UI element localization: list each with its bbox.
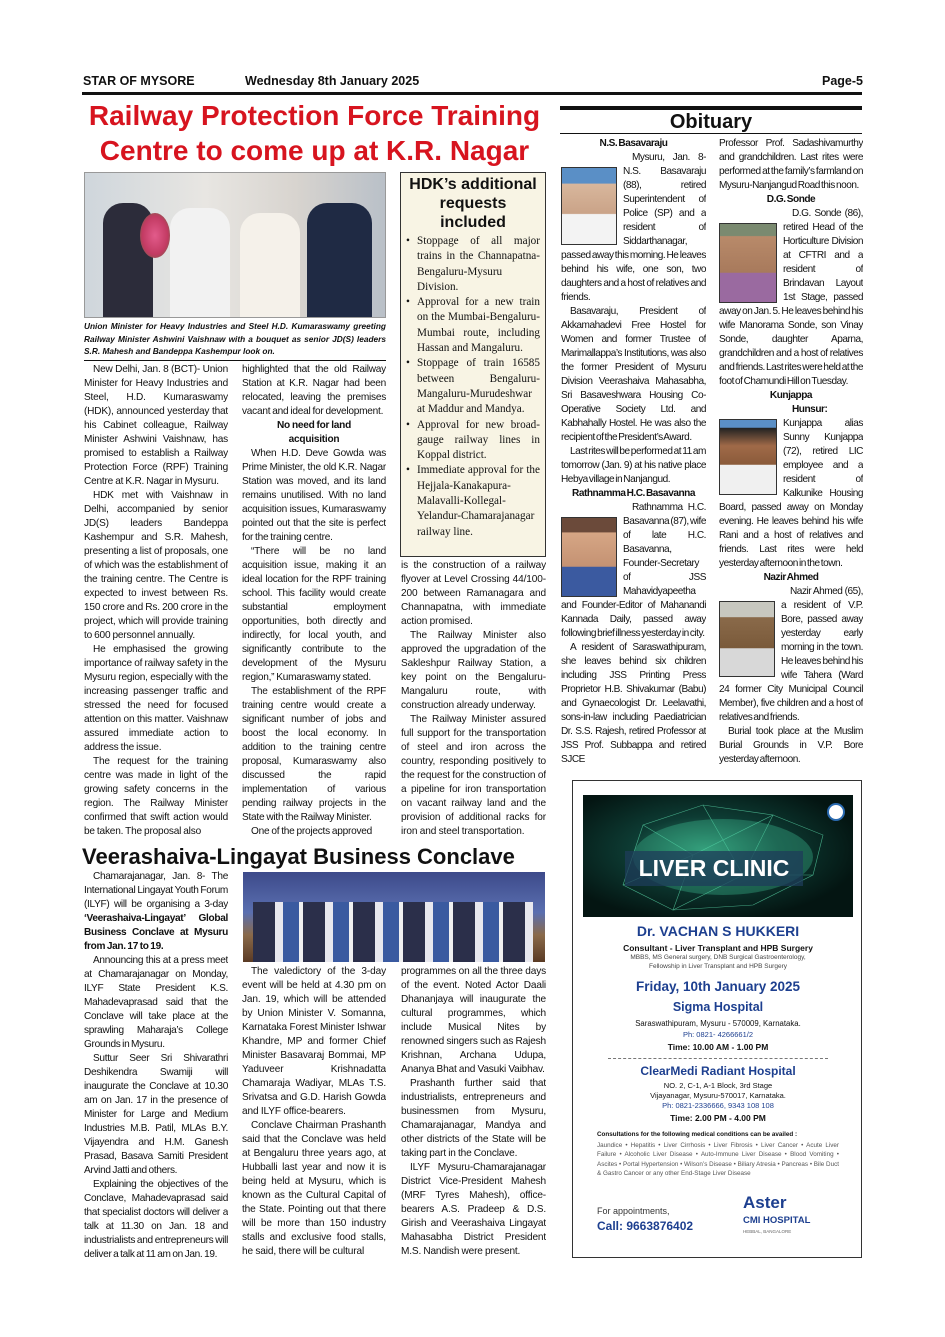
rpf-headline bbox=[82, 98, 547, 168]
paragraph: HDK met with Vaishnaw in Delhi, accompanied by senior JD(S) leaders Bandeppa Kashempur and S.R. Mahesh, presenting a list of proposals, one of which was the establishment of the training centre. The Centre is expected to invest between Rs. 150 crore and Rs. 200 crore in the project, which will provide training to 600 personnel annually. bbox=[84, 490, 228, 641]
paragraph: He emphasised the growing importance of railway safety in the Mysuru region, especially with the increasing passenger traffic and stressed the need for focused attention on this matter. Vaishnaw assured immediate action to address the issue. bbox=[84, 644, 228, 753]
person-3 bbox=[240, 213, 300, 318]
dateline: Hunsur: bbox=[792, 404, 828, 415]
paragraph: Explaining the objectives of the Conclave, Mahadevaprasad said that specialist doctors will deliver a talk at 11.30 on Jan. 18 and industrialists and entrepreneurs will deliver a talk at 11 am on Jan. 19. bbox=[84, 1179, 228, 1260]
rpf-photo-caption: Union Minister for Heavy Industries and Steel H.D. Kumaraswamy greeting Railway Minister Ashwini Vaishnaw with a bouquet as senior JD(S) leaders S.R. Mahesh and Bandeppa Kashempur look on. bbox=[84, 320, 386, 361]
rpf-photo bbox=[84, 172, 386, 318]
paragraph: Nazir Ahmed (65), a resident of V.P. Bore, passed away yesterday early morning in the town. He leaves behind his wife Tahera (Ward 24 former City Municipal Council Member), five children and a host of relatives and friends. bbox=[719, 586, 863, 723]
conclave-column-3 bbox=[401, 965, 546, 1265]
ad-banner-title: LIVER CLINIC bbox=[625, 851, 803, 886]
obituary-name: Kunjappa bbox=[769, 390, 813, 401]
paragraph: The Railway Minister also approved the upgradation of the Sakleshpur Railway Station, a key point on the Bengaluru-Mangaluru route, with construction already underway. bbox=[401, 630, 546, 711]
conclave-column-2 bbox=[242, 965, 386, 1265]
conclave-headline: Veerashaiva-Lingayat Business Conclave bbox=[82, 844, 515, 869]
conclave-photo bbox=[243, 872, 545, 962]
conditions-title: Consultations for the following medical conditions can be availed : bbox=[597, 1131, 798, 1138]
paragraph-text: Chamarajanagar, Jan. 8- The International Lingayat Youth Forum (ILYF) will be organising a 3-day bbox=[84, 871, 228, 910]
obituary-name: Nazir Ahmed bbox=[763, 572, 819, 583]
obituary-title: Obituary bbox=[560, 106, 862, 134]
aster-logo-location: HEBBAL, BANGALORE bbox=[743, 1229, 792, 1234]
appointment-label: For appointments, bbox=[597, 1206, 670, 1216]
person-2 bbox=[170, 208, 230, 318]
newspaper-name: STAR OF MYSORE bbox=[83, 74, 195, 88]
rpf-column-3 bbox=[401, 559, 546, 841]
paragraph: When H.D. Deve Gowda was Prime Minister, the old K.R. Nagar Station was moved, and its land remains unutilised. With no land acquisition issues, Kumaraswamy pointed out that the site is perfect for the training centre. bbox=[242, 448, 386, 543]
paragraph: Rathnamma H.C. Basavanna (87), wife of late H.C. Basavanna, Founder-Secretary of JSS Mahavidyapeetha and Founder-Editor of Mahanandi Kannada Daily, passed away following brief illness yesterday in city. bbox=[561, 502, 706, 639]
paragraph bbox=[84, 870, 228, 954]
doctor-name: Dr. VACHAN S HUKKERI bbox=[636, 923, 800, 939]
rpf-column-1 bbox=[84, 363, 228, 841]
paragraph: D.G. Sonde (86), retired Head of the Horticulture Division at CFTRI and a resident of Brindavan Layout 1st Stage, passed away on Jan. 5. He leaves behind his wife Manorama Sonde, son Vinay Sonde, daughter Aparna, grandchildren and a host of relatives and friends. Last rites were held at the foot of Chamundi Hill on Tuesday. bbox=[719, 208, 863, 387]
ad-banner-image bbox=[583, 795, 853, 917]
doctor-qualifications-2: Fellowship in Liver Transplant and HPB Surgery bbox=[648, 963, 787, 970]
paragraph: ILYF Mysuru-Chamarajanagar District Vice-President Mahesh (MRF Tyres Mahesh), office-bearers A.S. Pradeep & D.S. Girish and Veerashaiva Lingayat Mahasabha District President M.S. Nandish were present. bbox=[401, 1162, 546, 1257]
doctor-qualifications-1: MBBS, MS General surgery, DNB Surgical Gastroenterology, bbox=[630, 954, 806, 961]
paragraph: New Delhi, Jan. 8 (BCT)- Union Minister for Heavy Industries and Steel, H.D. Kumaraswamy (HDK), announced yesterday that his Cabinet colleague, Railway Minister Ashwini Vaishnaw, has promised to establish a Railway Protection Force (RPF) Training Centre at K.R. Nagar in Mysuru. bbox=[84, 364, 228, 487]
people-seated bbox=[253, 902, 533, 962]
paragraph: highlighted that the old Railway Station at K.R. Nagar had been relocated, leaving the premises vacant and ideal for development. bbox=[242, 364, 386, 417]
paragraph: Burial took place at the Muslim Burial Grounds in V.P. Bore yesterday afternoon. bbox=[719, 726, 863, 765]
obituary-photo-sonde bbox=[719, 223, 777, 303]
obituary-photo-nazir bbox=[719, 601, 775, 677]
aster-logo: Aster bbox=[743, 1193, 787, 1212]
paragraph: Prashanth further said that industrialists, entrepreneurs and businessmen from Mysuru, Chamarajanagar, Mandya and other districts of the State will be taking part in the Conclave. bbox=[401, 1078, 546, 1159]
hospital-2-time: Time: 2.00 PM - 4.00 PM bbox=[670, 1113, 766, 1123]
aster-logo-sub bbox=[743, 1215, 810, 1226]
doctor-role: Consultant - Liver Transplant and HPB Surgery bbox=[623, 943, 813, 953]
paragraph: Announcing this at a press meet at Chamarajanagar on Monday, ILYF State President K.S. Mahadevaprasad said that the Conclave will take place at the sprawling Maharaja’s College Grounds in Mysuru. bbox=[84, 955, 228, 1050]
paragraph-bold-text: ‘Veerashaiva-Lingayat’ Global Business Conclave at Mysuru from Jan. 17 to 19. bbox=[84, 913, 228, 952]
paragraph: is the construction of a railway flyover at Level Crossing 44/100-200 between Ramanagara and Channapatna, with immediate action promised. bbox=[401, 560, 546, 627]
obituary-photo-basavaraju bbox=[561, 167, 617, 245]
list-item: • Stoppage of all major trains in the Channapatna-Bengaluru-Mysuru Division. bbox=[406, 234, 540, 295]
hospital-2-address-2: Vijayanagar, Mysuru-570017, Karnataka. bbox=[650, 1091, 786, 1100]
obituary-column-1 bbox=[561, 137, 706, 775]
paragraph: One of the projects approved bbox=[251, 826, 373, 837]
conditions-list: Jaundice • Hepatitis • Liver Cirrhosis • Liver Fibrosis • Liver Cancer • Acute Liver Failure • Alcoholic Liver Disease • Auto-Immune Liver Disease • Blood Vomiting • Ascites • Portal Hypertension • Wilson’s Disease • Biliary Atresia • Pancreas • Bile Duct & Gastro Cancer or any other End-Stage Liver Disease bbox=[597, 1142, 839, 1177]
hospital-2-phone: Ph: 0821-2336666, 9343 108 108 bbox=[662, 1101, 774, 1110]
hospital-1-phone: Ph: 0821- 4266661/2 bbox=[682, 1030, 754, 1039]
obituary-name: Rathnamma H.C. Basavanna bbox=[572, 488, 695, 499]
bouquet bbox=[140, 213, 170, 258]
appointment-phone: Call: 9663876402 bbox=[597, 1219, 694, 1233]
paragraph: “There will be no land acquisition issue, making it an ideal location for the RPF training school. This facility would create substantial employment opportunities, both directly and indirectly, for local youth, and significantly contribute to the development of the Mysuru region,” Kumaraswamy stated. bbox=[242, 546, 386, 683]
obituary-name: D.G. Sonde bbox=[766, 194, 816, 205]
requests-list bbox=[406, 234, 540, 540]
list-item: • Approval for new broad-gauge railway lines in Koppal district. bbox=[406, 418, 540, 464]
box-title: HDK’s additional requests included bbox=[409, 176, 537, 231]
conclave-column-1 bbox=[84, 870, 228, 1264]
list-item: • Approval for a new train on the Mumbai-Bengaluru-Mumbai route, including Hassan and Mangaluru. bbox=[406, 295, 540, 356]
hospital-1-address: Saraswathipuram, Mysuru - 570009, Karnataka. bbox=[635, 1019, 801, 1028]
logo-text: CMI HOSPITAL bbox=[743, 1215, 811, 1226]
hospital-2-name: ClearMedi Radiant Hospital bbox=[640, 1064, 796, 1078]
obituary-photo-rathnamma bbox=[561, 517, 617, 597]
paragraph: Last rites will be performed at 11 am tomorrow (Jan. 9) at his native place Hebya village in Nanjangud. bbox=[561, 446, 706, 485]
hospital-emblem-icon bbox=[827, 803, 845, 821]
clinic-date: Friday, 10th January 2025 bbox=[635, 979, 801, 994]
paragraph: Mysuru, Jan. 8- N.S. Basavaraju (88), retired Superintendent of Police (SP) and a resident of Siddarthanagar, passed away this morning. He leaves behind his wife, one son, two daughters and a host of relatives and friends. bbox=[561, 152, 706, 303]
obituary-photo-kunjappa bbox=[719, 419, 777, 495]
hdk-requests-box bbox=[400, 172, 546, 557]
rpf-headline-line-1: Railway Protection Force Training bbox=[88, 100, 541, 131]
conditions-section bbox=[597, 1130, 839, 1178]
obituary-column-2 bbox=[719, 137, 863, 775]
rpf-column-2 bbox=[242, 363, 386, 841]
paragraph: The valedictory of the 3-day event will be held at 4.30 pm on Jan. 19, which will be attended by Union Minister V. Somanna, Karnataka Forest Minister Ishwar Khandre, MP and former Chief Minister Basavaraj Bommai, MP Yaduveer Krishnadatta Chamaraja Wadiyar, MLAs T.S. Srivatsa and G.D. Harish Gowda and ILYF office-bearers. bbox=[242, 966, 386, 1117]
hospital-1-time: Time: 10.00 AM - 1.00 PM bbox=[667, 1042, 769, 1052]
liver-clinic-ad bbox=[572, 780, 862, 1258]
header-rule bbox=[82, 92, 862, 95]
person-4 bbox=[307, 203, 372, 318]
paragraph: Basavaraju, President of Akkamahadevi Free Hostel for Women and former Trustee of Marimallappa’s Institutions, was also the former President of Mysuru Division Veerashaiva Mahasabha, Sri Basaveshwara Housing Co-Operative Society Ltd. and Kabhahally Hostel. He was also the recipient of the President’s Award. bbox=[561, 306, 706, 443]
paragraph: Suttur Seer Sri Shivarathri Deshikendra Swamiji will inaugurate the Conclave at 10.30 am on Jan. 17 in the presence of Minister for Large and Medium Industries M.B. Patil, MLAs B.Y. Vijayendra and H.M. Ganesh Prasad, Basava Samiti President Arvind Jatti and others. bbox=[84, 1053, 228, 1176]
dashed-divider bbox=[608, 1058, 828, 1059]
paragraph: The Railway Minister assured full support for the transportation of steel and iron across the country, responding positively to the request for the construction of a pipeline for iron transportation on vacant railway land and the provision of additional racks for iron and steel transportation. bbox=[401, 714, 546, 837]
paragraph: A resident of Saraswathipuram, she leaves behind six children including JSS Printing Press Proprietor H.B. Shivakumar (Babu) and Gynaecologist Dr. Leelavathi, sons-in-law including Paediatrician Dr. S.S. Rajesh, retired Professor at JSS Prof. Subbappa and retired SJCE bbox=[561, 642, 706, 765]
rpf-headline-line-2: Centre to come up at K.R. Nagar bbox=[99, 135, 530, 166]
paragraph: The request for the training centre was made in light of the growing safety concerns in the region. The Railway Minister confirmed that swift action would be taken. The proposal also bbox=[84, 756, 228, 837]
paragraph-text: Kunjappa alias Sunny Kunjappa (72), retired LIC employee and a resident of Kalkunike Housing Board, passed away on Monday evening. He leaves behind his wife Rani and a host of relatives and friends. Last rites were held yesterday afternoon in the town. bbox=[719, 418, 863, 569]
hospital-1-name: Sigma Hospital bbox=[672, 1000, 764, 1014]
paragraph: The establishment of the RPF training centre would create a significant number of jobs and boost the local economy. In addition to the training centre proposal, Kumaraswamy also discussed the rapid implementation of various pending railway projects in the State with the Railway Minister. bbox=[242, 686, 386, 823]
paragraph: programmes on all the three days of the event. Noted Actor Daali Dhananjaya will inaugurate the cultural programmes, which include Musical Nites by renowned singers such as Rajesh Krishnan, Archana Udupa, Ananya Bhat and Vasuki Vaibhav. bbox=[401, 966, 546, 1075]
obituary-name: N.S. Basavaraju bbox=[599, 138, 668, 149]
list-item: • Stoppage of train 16585 between Bengaluru-Mangaluru-Murudeshwar at Maddur and Mandya. bbox=[406, 356, 540, 417]
issue-date: Wednesday 8th January 2025 bbox=[245, 74, 420, 88]
hospital-2-address-1: NO. 2, C-1, A-1 Block, 3rd Stage bbox=[663, 1081, 773, 1090]
page-number: Page-5 bbox=[822, 74, 863, 88]
subheading: No need for land acquisition bbox=[277, 420, 351, 445]
paragraph: Professor Prof. Sadashivamurthy and grandchildren. Last rites were performed at the family’s farmland on Mysuru-Nanjangud Road this noon. bbox=[719, 138, 863, 191]
list-item: • Immediate approval for the Hejjala-Kanakapura-Malavalli-Kollegal-Yelandur-Chamarajanagar railway line. bbox=[406, 463, 540, 539]
paragraph: Conclave Chairman Prashanth said that the Conclave was held at Bengaluru three years ago, at Hubballi last year and now it is being held at Mysuru, which is known as the Cultural Capital of the State. Pointing out that there will be more than 150 industry stalls and exclusive food stalls, he said, there will be cultural bbox=[242, 1120, 386, 1257]
